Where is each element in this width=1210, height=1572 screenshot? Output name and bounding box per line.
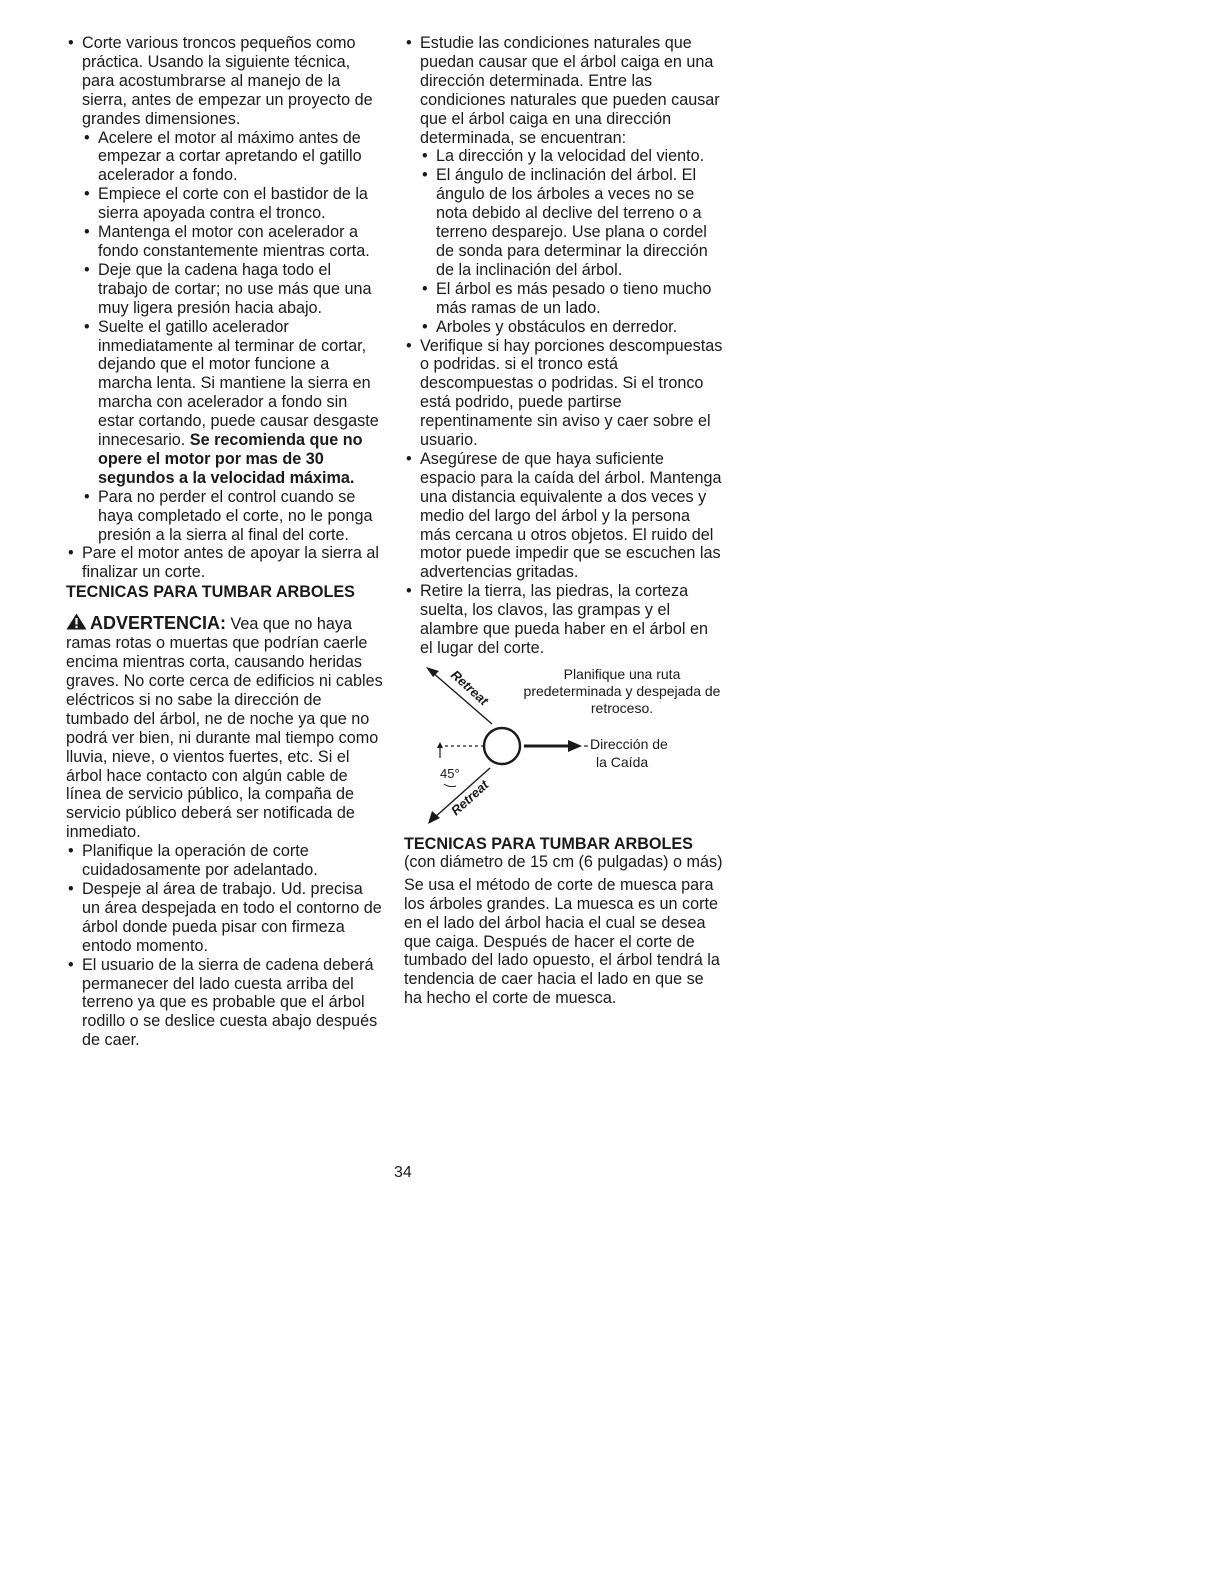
list-item: • Verifique si hay porciones descompuestas o podridas. si el tronco está descompuestas o podridas. Si el tronco está podrido, puede partirse repentinamente sin aviso y caer sobre el usuario. [404,337,724,450]
lower-retreat-label: Retreat [447,777,492,819]
condition-item: • La dirección y la velocidad del viento. [404,147,724,166]
stop-bullet: • Pare el motor antes de apoyar la sierra al finalizar un corte. [66,544,384,582]
list-item: • El usuario de la sierra de cadena deberá permanecer del lado cuesta arriba del terreno ya que es probable que el árbol rodillo o se deslice cuesta abajo después de caer. [66,956,384,1051]
direction-caption-line2: la Caída [596,753,649,770]
angle-label: 45° [440,765,460,781]
sub-bullet: • Mantenga el motor con acelerador a fondo constantemente mientras corta. [66,223,384,261]
section-heading: TECNICAS PARA TUMBAR ARBOLES [66,583,355,602]
study-bullet: • Estudie las condiciones naturales que puedan causar que el árbol caiga en una dirección determinada. Entre las condiciones naturales que pueden causar que el árbol caiga en una dirección determinada, se encuentran: [404,34,724,147]
list-item: • Asegúrese de que haya suficiente espacio para la caída del árbol. Mantenga una distancia equivalente a dos veces y medio del largo del árbol y la persona más cercana u otros objetos. El ruido del motor puede impedir que se escuchen las advertencias gritadas. [404,450,724,582]
warning-block [66,613,384,842]
condition-item: • Arboles y obstáculos en derredor. [404,318,724,337]
reference-arrowhead [437,742,443,748]
angle-arc [444,784,456,787]
lower-retreat-arrowhead [428,811,440,824]
condition-item: • El ángulo de inclinación del árbol. El ángulo de los árboles a veces no se nota debido al declive del terreno o a terreno desparejo. Use plana o cordel de sonda para determinar la dirección de la inclinación del árbol. [404,166,724,279]
list-item: • Retire la tierra, las piedras, la corteza suelta, los clavos, las grampas y el alambre que pueda haber en el árbol en el lugar del corte. [404,582,724,658]
left-column [66,34,384,1050]
page-number: 34 [394,1164,412,1181]
tree-circle [484,728,520,764]
direction-caption: Dirección de [590,735,668,752]
upper-retreat-label: Retreat [447,666,492,709]
sub-bullet: • Acelere el motor al máximo antes de empezar a cortar apretando el gatillo acelerador a fondo. [66,129,384,186]
sub-bullet: • Para no perder el control cuando se haya completado el corte, no le ponga presión a la sierra al final del corte. [66,488,384,545]
release-bold-text: Se recomienda que no opere el motor por mas de 30 segundos a la velocidad máxima. [98,431,363,487]
practice-bullet: • Corte various troncos pequeños como práctica. Usando la siguiente técnica, para acostumbrarse al manejo de la sierra, antes de empezar un proyecto de grandes dimensiones. [66,34,384,129]
section-subheading: (con diámetro de 15 cm (6 pulgadas) o más) [404,852,723,871]
release-text: Suelte el gatillo acelerador inmediatamente al terminar de cortar, dejando que el motor funcione a marcha lenta. Si mantiene la sierra en marcha con acelerador a fondo sin estar cortando, puede causar desgaste innecesario. [98,317,379,450]
felling-diagram [404,666,724,832]
list-item: • Planifique la operación de corte cuidadosamente por adelantado. [66,842,384,880]
warning-text: Vea que no haya ramas rotas o muertas que podrían caerle encima mientras corta, causando heridas graves. No corte cerca de edificios ni cables eléctricos si no sabe la dirección de tumbado del árbol, ne de noche ya que no podrá ver bien, ni durante mal tiempo como lluvia, nieve, o vientos fuertes, etc. Si el árbol hace contacto con algún cable de línea de servicio público, la compaña de servicio público deberá ser notificada de inmediato. [66,615,383,842]
condition-item: • El árbol es más pesado o tieno mucho más ramas de un lado. [404,280,724,318]
retreat-caption: Planifique una ruta predeterminada y despejada de retroceso. [523,665,721,716]
right-column [404,34,724,1008]
fall-direction-arrowhead [568,740,582,752]
list-item: • Despeje al área de trabajo. Ud. precisa un área despejada en todo el contorno de árbol donde pueda pisar con firmeza entodo momento. [66,880,384,956]
notch-paragraph: Se usa el método de corte de muesca para los árboles grandes. La muesca es un corte en el lado del árbol hacia el cual se desea que caiga. Después de hacer el corte de tumbado del lado opuesto, el árbol tendrá la tendencia de caer hacia el lado en que se ha hecho el corte de muesca. [404,875,720,1008]
sub-bullet: • Deje que la cadena haga todo el trabajo de cortar; no use más que una muy ligera presión hacia abajo. [66,261,384,318]
section-heading: TECNICAS PARA TUMBAR ARBOLES [404,834,693,853]
warning-label: ADVERTENCIA: [90,613,227,634]
sub-bullet-release [66,318,384,488]
sub-bullet: • Empiece el corte con el bastidor de la sierra apoyada contra el tronco. [66,185,384,223]
warning-triangle-icon [66,613,87,630]
